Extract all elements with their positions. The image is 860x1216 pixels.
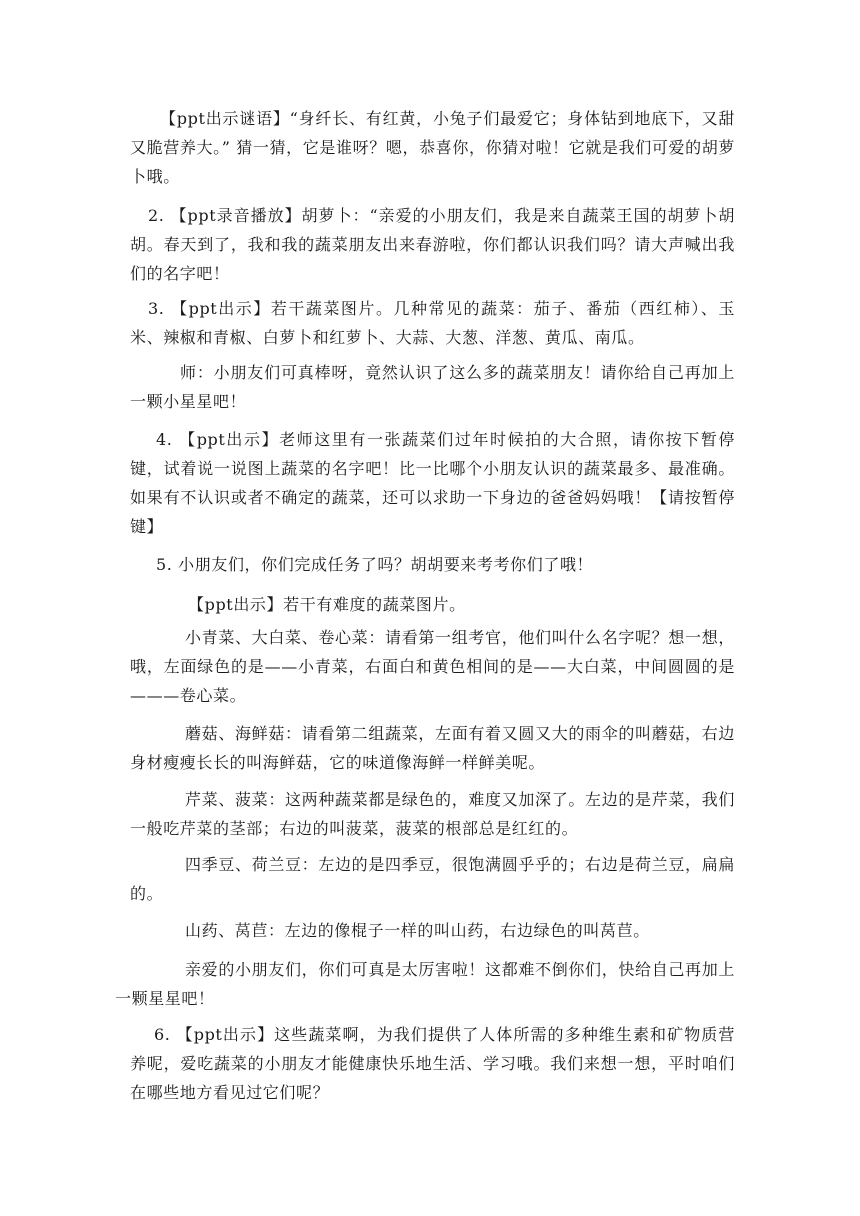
- paragraph-2-audio: 2. 【ppt录音播放】胡萝卜：“亲爱的小朋友们，我是来自蔬菜王国的胡萝卜胡胡。春天到了，我和我的蔬菜朋友出来春游啦，你们都认识我们吗？请大声喊出我们的名字吧！: [130, 206, 735, 283]
- paragraph-more-praise: 亲爱的小朋友们，你们可真是太厉害啦！这都难不倒你们，快给自己再加上一颗星星吧！: [115, 960, 735, 1008]
- paragraph-ppt-hard-images: 【ppt出示】若干有难度的蔬菜图片。: [188, 595, 466, 614]
- paragraph-beans: 四季豆、荷兰豆：左边的是四季豆，很饱满圆乎乎的；右边是荷兰豆，扁扁的。: [130, 855, 735, 903]
- paragraph-teacher-praise: 师：小朋友们可真棒呀，竟然认识了这么多的蔬菜朋友！请你给自己再加上一颗小星星吧！: [130, 363, 735, 411]
- paragraph-6-nutrition: 6. 【ppt出示】这些蔬菜啊，为我们提供了人体所需的多种维生素和矿物质营养呢，爱吃蔬菜的小朋友才能健康快乐地生活、学习哦。我们来想一想，平时咱们在哪些地方看见过它们呢？: [130, 1025, 735, 1102]
- paragraph-cabbages: 小青菜、大白菜、卷心菜：请看第一组考官，他们叫什么名字呢？想一想，哦，左面绿色的是——小青菜，右面白和黄色相间的是——大白菜，中间圆圆的是———卷心菜。: [130, 628, 735, 705]
- paragraph-3-common-vegetables: 3. 【ppt出示】若干蔬菜图片。几种常见的蔬菜：茄子、番茄（西红柿）、玉米、辣椒和青椒、白萝卜和红萝卜、大蒜、大葱、洋葱、黄瓜、南瓜。: [130, 299, 735, 347]
- paragraph-5-quiz: 5. 小朋友们，你们完成任务了吗？胡胡要来考考你们了哦！: [156, 555, 594, 574]
- paragraph-yam-lettuce: 山药、莴苣：左边的像棍子一样的叫山药，右边绿色的叫莴苣。: [185, 921, 650, 940]
- paragraph-riddle: 【ppt出示谜语】“身纤长、有红黄，小兔子们最爱它；身体钻到地底下，又甜又脆营养大。” 猜一猜，它是谁呀？嗯，恭喜你，你猜对啦！它就是我们可爱的胡萝卜哦。: [130, 109, 735, 186]
- paragraph-mushrooms: 蘑菇、海鲜菇：请看第二组蔬菜，左面有着又圆又大的雨伞的叫蘑菇，右边身材瘦瘦长长的叫海鲜菇，它的味道像海鲜一样鲜美呢。: [130, 724, 735, 772]
- paragraph-celery-spinach: 芹菜、菠菜：这两种蔬菜都是绿色的，难度又加深了。左边的是芹菜，我们一般吃芹菜的茎部；右边的叫菠菜，菠菜的根部总是红红的。: [130, 790, 735, 838]
- paragraph-4-group-photo: 4. 【ppt出示】老师这里有一张蔬菜们过年时候拍的大合照，请你按下暂停键，试着说一说图上蔬菜的名字吧！比一比哪个小朋友认识的蔬菜最多、最准确。如果有不认识或者不确定的蔬菜，还可以求助一下身边的爸爸妈妈哦！【请按暂停键】: [130, 430, 735, 536]
